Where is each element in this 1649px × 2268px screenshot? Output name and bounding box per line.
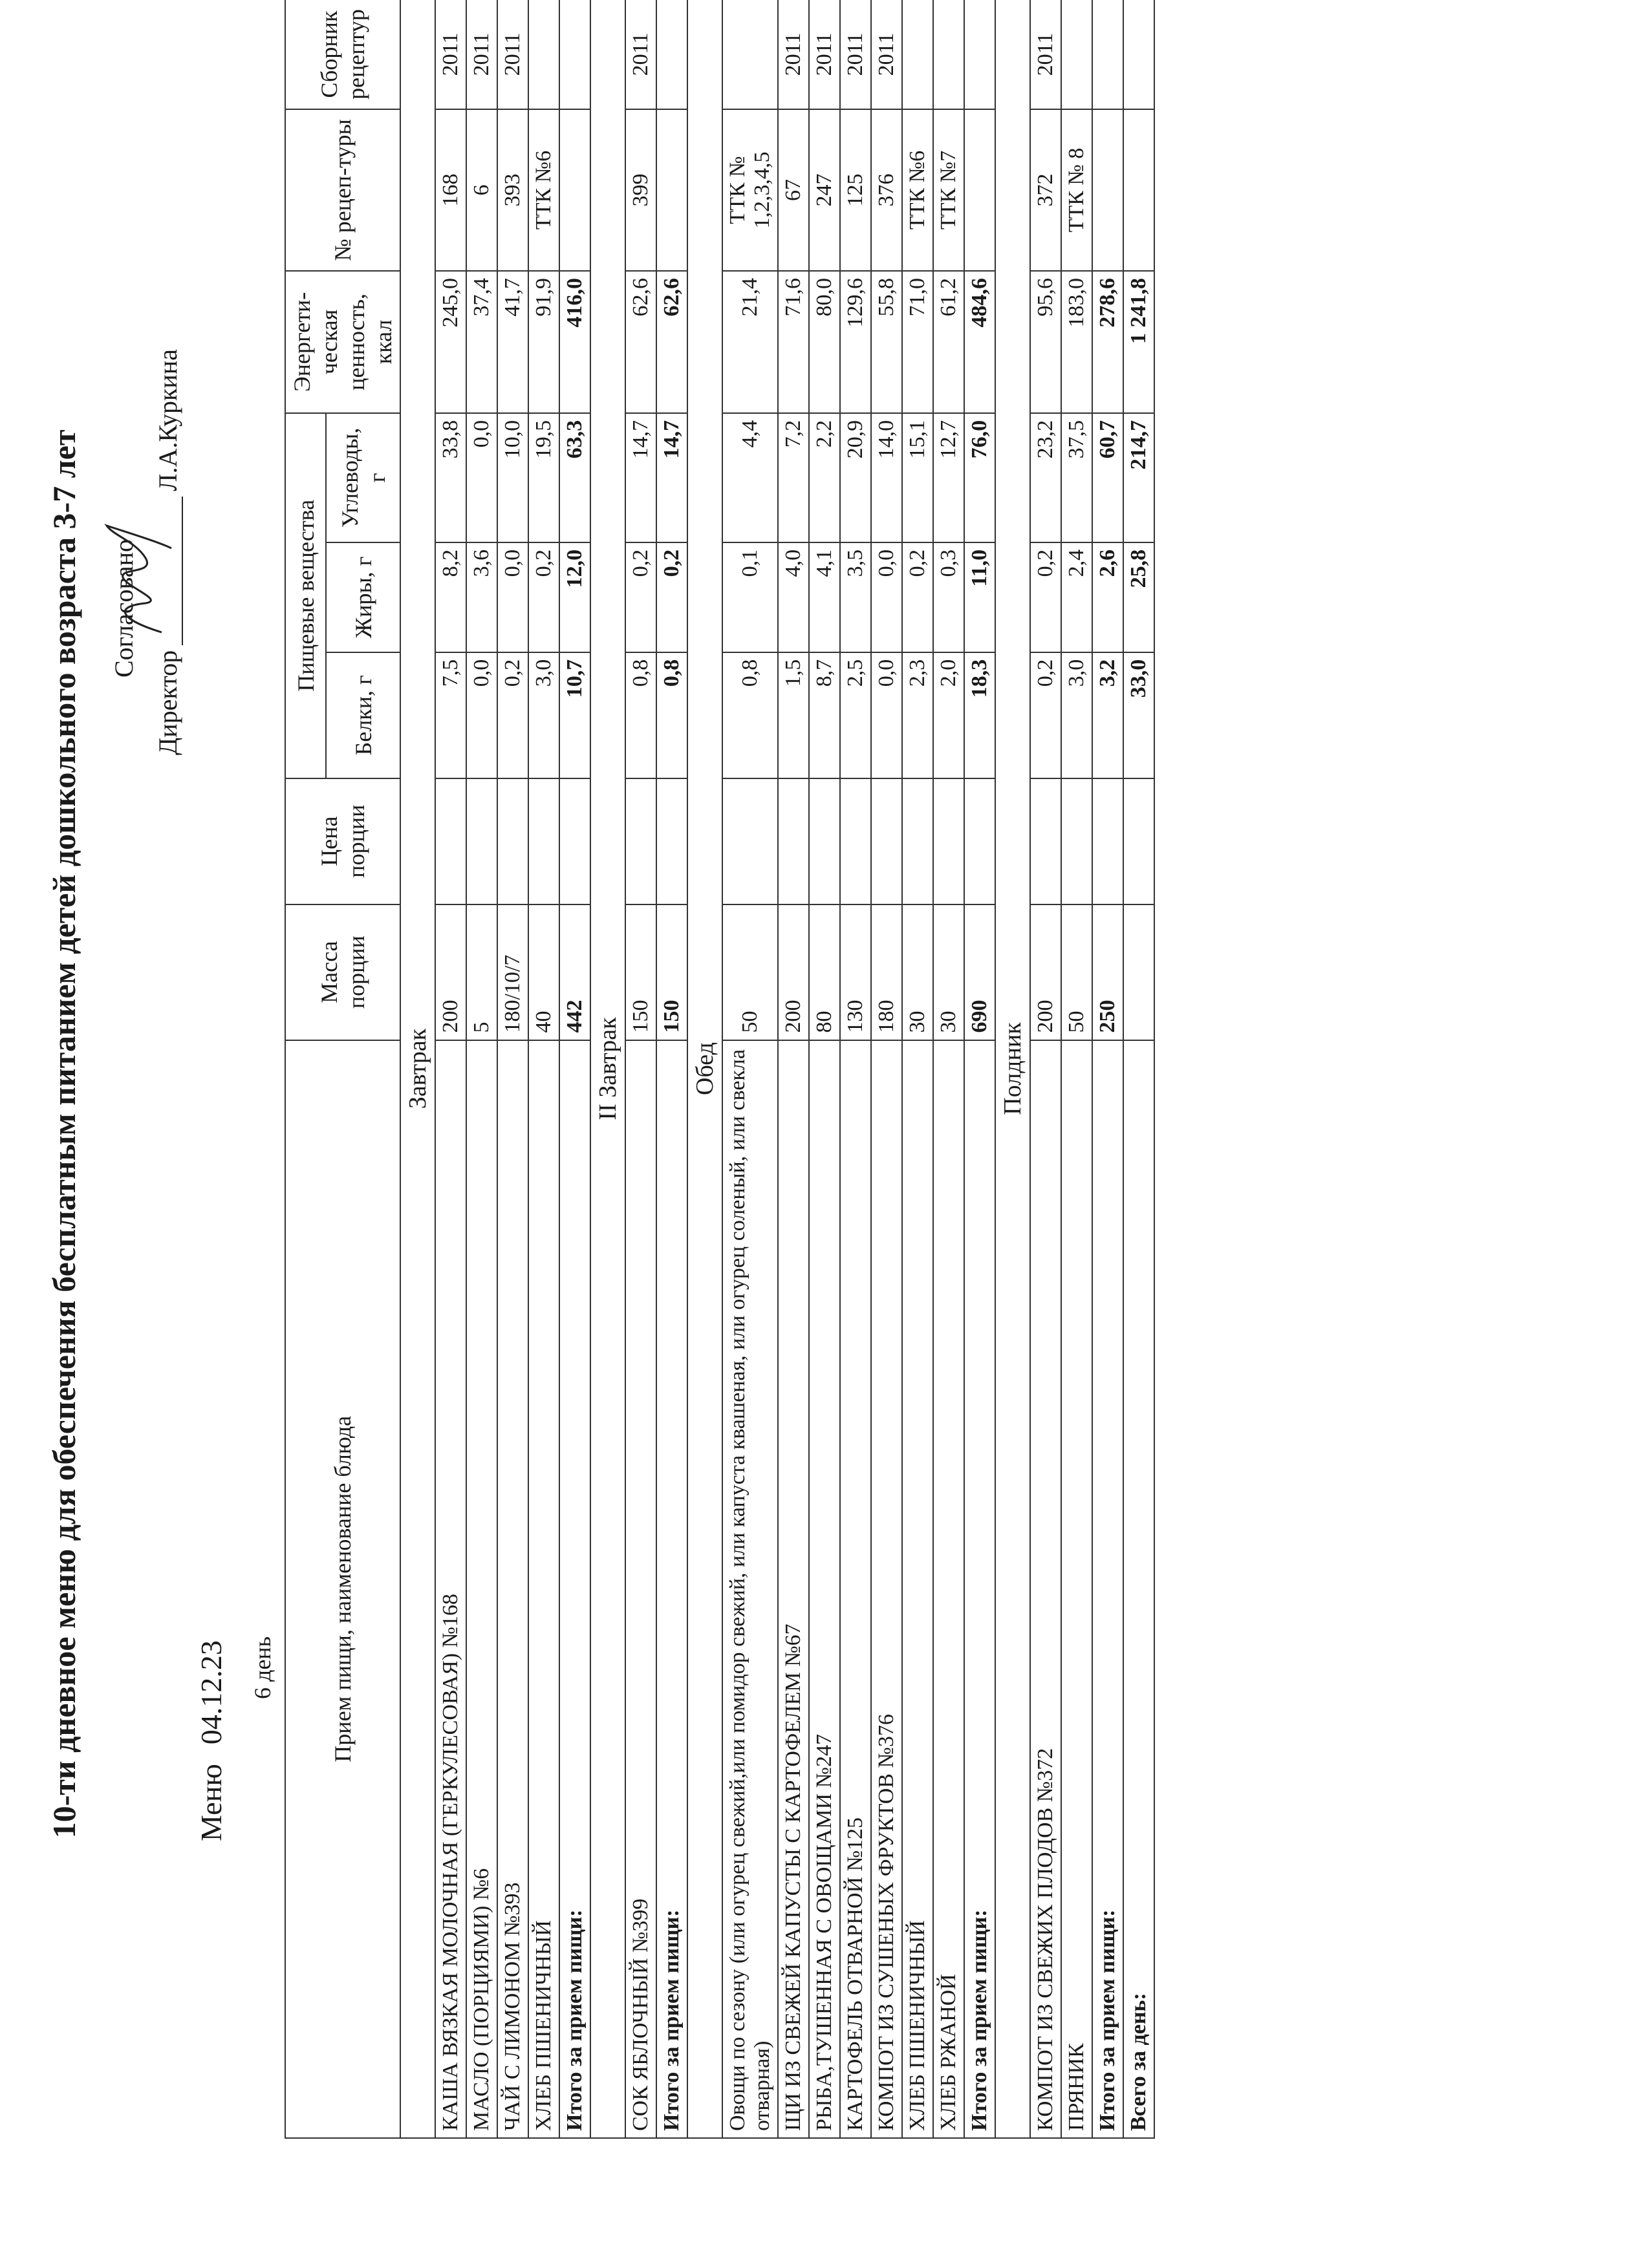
document-title: 10-ти дневное меню для обеспечения бесплатным питанием детей дошкольного возраста 3-7 лет — [46, 429, 82, 1839]
dish-name: МАСЛО (ПОРЦИЯМИ) №6 — [466, 1040, 497, 2138]
dish-name: КАРТОФЕЛЬ ОТВАРНОЙ №125 — [840, 1040, 871, 2138]
cell-mass: 180 — [871, 904, 902, 1040]
cell-mass: 5 — [466, 904, 497, 1040]
header-protein: Белки, г — [326, 652, 400, 778]
total-price — [964, 778, 995, 904]
cell-protein: 0,2 — [497, 652, 528, 778]
day-total-collection — [1123, 0, 1154, 109]
cell-recipe: 168 — [435, 109, 466, 271]
cell-price — [722, 778, 778, 904]
total-protein: 0,8 — [656, 652, 687, 778]
cell-recipe: 6 — [466, 109, 497, 271]
dish-name: Овощи по сезону (или огурец свежий,или помидор свежий, или капуста квашеная, или огурец соленый, или свекла отварная) — [722, 1040, 778, 2138]
cell-fat: 4,0 — [778, 542, 809, 652]
cell-recipe: 399 — [625, 109, 656, 271]
day-total-row — [1123, 0, 1154, 2138]
header-price: Цена порции — [285, 778, 400, 904]
table-row — [840, 0, 871, 2138]
cell-protein: 0,8 — [722, 652, 778, 778]
cell-mass: 30 — [933, 904, 964, 1040]
cell-fat: 0,0 — [871, 542, 902, 652]
signature-icon — [158, 497, 183, 645]
cell-fat: 0,2 — [1030, 542, 1061, 652]
cell-carbs: 0,0 — [466, 413, 497, 542]
cell-collection: 2011 — [871, 0, 902, 109]
day-total-protein: 33,0 — [1123, 652, 1154, 778]
menu-label: Меню — [195, 1764, 228, 1841]
cell-mass: 200 — [435, 904, 466, 1040]
cell-fat: 0,2 — [902, 542, 933, 652]
cell-carbs: 4,4 — [722, 413, 778, 542]
day-total-energy: 1 241,8 — [1123, 271, 1154, 413]
meal-section-header — [400, 0, 435, 2138]
cell-price — [1030, 778, 1061, 904]
total-mass: 690 — [964, 904, 995, 1040]
cell-protein: 1,5 — [778, 652, 809, 778]
cell-collection: 2011 — [497, 0, 528, 109]
cell-price — [840, 778, 871, 904]
cell-fat: 3,6 — [466, 542, 497, 652]
cell-energy: 71,0 — [902, 271, 933, 413]
total-label: Итого за прием пищи: — [1092, 1040, 1123, 2138]
cell-protein: 3,0 — [1061, 652, 1092, 778]
cell-carbs: 37,5 — [1061, 413, 1092, 542]
total-energy: 416,0 — [559, 271, 590, 413]
total-energy: 484,6 — [964, 271, 995, 413]
cell-recipe: ТТК № 8 — [1061, 109, 1092, 271]
cell-price — [902, 778, 933, 904]
cell-fat: 2,4 — [1061, 542, 1092, 652]
director-signature-line — [153, 349, 183, 755]
total-recipe — [1092, 109, 1123, 271]
cell-price — [435, 778, 466, 904]
dish-name: КОМПОТ ИЗ СВЕЖИХ ПЛОДОВ №372 — [1030, 1040, 1061, 2138]
total-fat: 2,6 — [1092, 542, 1123, 652]
table-row — [625, 0, 656, 2138]
total-price — [656, 778, 687, 904]
cell-protein: 0,8 — [625, 652, 656, 778]
cell-price — [528, 778, 559, 904]
meal-name: Завтрак — [400, 0, 435, 2138]
cell-price — [497, 778, 528, 904]
cell-energy: 245,0 — [435, 271, 466, 413]
table-row — [778, 0, 809, 2138]
cell-recipe: ТТК №6 — [528, 109, 559, 271]
cell-protein: 2,3 — [902, 652, 933, 778]
cell-protein: 0,0 — [871, 652, 902, 778]
total-mass: 250 — [1092, 904, 1123, 1040]
table-body — [400, 0, 1154, 2138]
cell-fat: 0,0 — [497, 542, 528, 652]
menu-date: 04.12.23 — [195, 1640, 228, 1745]
total-recipe — [656, 109, 687, 271]
total-mass: 442 — [559, 904, 590, 1040]
meal-total-row — [1092, 0, 1123, 2138]
header-recipe: № рецеп-туры — [285, 109, 400, 271]
meal-name: II Завтрак — [590, 0, 625, 2138]
cell-carbs: 12,7 — [933, 413, 964, 542]
table-row — [435, 0, 466, 2138]
cell-fat: 0,1 — [722, 542, 778, 652]
cell-carbs: 14,7 — [625, 413, 656, 542]
day-label: 6 день — [250, 1636, 275, 1699]
total-carbs: 63,3 — [559, 413, 590, 542]
cell-energy: 55,8 — [871, 271, 902, 413]
cell-protein: 7,5 — [435, 652, 466, 778]
total-fat: 12,0 — [559, 542, 590, 652]
cell-protein: 0,2 — [1030, 652, 1061, 778]
cell-recipe: 67 — [778, 109, 809, 271]
total-carbs: 14,7 — [656, 413, 687, 542]
cell-energy: 91,9 — [528, 271, 559, 413]
table-row — [1061, 0, 1092, 2138]
meal-name: Обед — [687, 0, 722, 2138]
cell-price — [933, 778, 964, 904]
cell-recipe: 125 — [840, 109, 871, 271]
table-row — [871, 0, 902, 2138]
cell-price — [625, 778, 656, 904]
cell-carbs: 19,5 — [528, 413, 559, 542]
total-protein: 3,2 — [1092, 652, 1123, 778]
cell-energy: 95,6 — [1030, 271, 1061, 413]
dish-name: КОМПОТ ИЗ СУШЕНЫХ ФРУКТОВ №376 — [871, 1040, 902, 2138]
cell-mass: 50 — [722, 904, 778, 1040]
cell-carbs: 20,9 — [840, 413, 871, 542]
cell-price — [466, 778, 497, 904]
total-fat: 11,0 — [964, 542, 995, 652]
total-price — [559, 778, 590, 904]
cell-carbs: 23,2 — [1030, 413, 1061, 542]
cell-energy: 62,6 — [625, 271, 656, 413]
cell-protein: 0,0 — [466, 652, 497, 778]
table-row — [497, 0, 528, 2138]
total-label: Итого за прием пищи: — [964, 1040, 995, 2138]
table-row — [933, 0, 964, 2138]
meal-total-row — [964, 0, 995, 2138]
cell-energy: 21,4 — [722, 271, 778, 413]
cell-recipe: ТТК №7 — [933, 109, 964, 271]
cell-energy: 129,6 — [840, 271, 871, 413]
cell-protein: 8,7 — [809, 652, 840, 778]
total-collection — [964, 0, 995, 109]
cell-collection — [902, 0, 933, 109]
table-row — [722, 0, 778, 2138]
cell-mass: 30 — [902, 904, 933, 1040]
header-meal: Прием пищи, наименование блюда — [285, 1040, 400, 2138]
cell-energy: 71,6 — [778, 271, 809, 413]
table-header — [285, 0, 400, 2138]
cell-collection: 2011 — [625, 0, 656, 109]
cell-carbs: 14,0 — [871, 413, 902, 542]
table-row — [528, 0, 559, 2138]
cell-mass: 150 — [625, 904, 656, 1040]
total-label: Итого за прием пищи: — [559, 1040, 590, 2138]
cell-price — [871, 778, 902, 904]
cell-energy: 61,2 — [933, 271, 964, 413]
cell-energy: 37,4 — [466, 271, 497, 413]
cell-price — [1061, 778, 1092, 904]
cell-protein: 3,0 — [528, 652, 559, 778]
dish-name: СОК ЯБЛОЧНЫЙ №399 — [625, 1040, 656, 2138]
cell-mass: 200 — [778, 904, 809, 1040]
menu-date-line — [194, 1640, 228, 1841]
table-row — [809, 0, 840, 2138]
cell-recipe: ТТК №6 — [902, 109, 933, 271]
dish-name: ПРЯНИК — [1061, 1040, 1092, 2138]
total-carbs: 60,7 — [1092, 413, 1123, 542]
cell-collection: 2011 — [778, 0, 809, 109]
dish-name: КАША ВЯЗКАЯ МОЛОЧНАЯ (ГЕРКУЛЕСОВАЯ) №168 — [435, 1040, 466, 2138]
total-collection — [1092, 0, 1123, 109]
cell-mass: 200 — [1030, 904, 1061, 1040]
meal-section-header — [995, 0, 1030, 2138]
director-name: Л.А.Куркина — [153, 349, 182, 491]
cell-carbs: 2,2 — [809, 413, 840, 542]
cell-recipe: ТТК № 1,2,3,4,5 — [722, 109, 778, 271]
cell-fat: 4,1 — [809, 542, 840, 652]
cell-mass: 80 — [809, 904, 840, 1040]
header-energy: Энергети-ческая ценность, ккал — [285, 271, 400, 413]
dish-name: ХЛЕБ ПШЕНИЧНЫЙ — [528, 1040, 559, 2138]
cell-protein: 2,0 — [933, 652, 964, 778]
total-protein: 10,7 — [559, 652, 590, 778]
day-total-carbs: 214,7 — [1123, 413, 1154, 542]
cell-recipe: 393 — [497, 109, 528, 271]
cell-collection — [722, 0, 778, 109]
table-row — [1030, 0, 1061, 2138]
cell-energy: 80,0 — [809, 271, 840, 413]
dish-name: ЧАЙ С ЛИМОНОМ №393 — [497, 1040, 528, 2138]
cell-fat: 0,2 — [528, 542, 559, 652]
cell-mass: 130 — [840, 904, 871, 1040]
cell-collection: 2011 — [466, 0, 497, 109]
cell-collection: 2011 — [1030, 0, 1061, 109]
total-recipe — [559, 109, 590, 271]
cell-collection — [933, 0, 964, 109]
header-fat: Жиры, г — [326, 542, 400, 652]
meal-total-row — [656, 0, 687, 2138]
total-collection — [559, 0, 590, 109]
day-total-label: Всего за день: — [1123, 1040, 1154, 2138]
cell-recipe: 247 — [809, 109, 840, 271]
header-collection: Сборник рецептур — [285, 0, 400, 109]
header-mass: Масса порции — [285, 904, 400, 1040]
director-prefix: Директор — [153, 650, 182, 755]
day-total-price — [1123, 778, 1154, 904]
total-price — [1092, 778, 1123, 904]
total-mass: 150 — [656, 904, 687, 1040]
cell-fat: 0,2 — [625, 542, 656, 652]
dish-name: ХЛЕБ РЖАНОЙ — [933, 1040, 964, 2138]
dish-name: ХЛЕБ ПШЕНИЧНЫЙ — [902, 1040, 933, 2138]
cell-energy: 183,0 — [1061, 271, 1092, 413]
day-total-mass — [1123, 904, 1154, 1040]
cell-fat: 0,3 — [933, 542, 964, 652]
total-protein: 18,3 — [964, 652, 995, 778]
cell-carbs: 15,1 — [902, 413, 933, 542]
total-fat: 0,2 — [656, 542, 687, 652]
cell-recipe: 376 — [871, 109, 902, 271]
dish-name: РЫБА,ТУШЕННАЯ С ОВОЩАМИ №247 — [809, 1040, 840, 2138]
cell-collection: 2011 — [435, 0, 466, 109]
meal-section-header — [590, 0, 625, 2138]
day-total-recipe — [1123, 109, 1154, 271]
cell-price — [809, 778, 840, 904]
cell-fat: 8,2 — [435, 542, 466, 652]
cell-energy: 41,7 — [497, 271, 528, 413]
table-row — [466, 0, 497, 2138]
cell-mass: 50 — [1061, 904, 1092, 1040]
meal-section-header — [687, 0, 722, 2138]
cell-mass: 180/10/7 — [497, 904, 528, 1040]
cell-mass: 40 — [528, 904, 559, 1040]
cell-collection: 2011 — [840, 0, 871, 109]
cell-protein: 2,5 — [840, 652, 871, 778]
cell-price — [778, 778, 809, 904]
header-carbs: Углеводы, г — [326, 413, 400, 542]
approval-label: Согласовано — [109, 539, 138, 678]
total-label: Итого за прием пищи: — [656, 1040, 687, 2138]
cell-collection: 2011 — [809, 0, 840, 109]
dish-name: ЩИ ИЗ СВЕЖЕЙ КАПУСТЫ С КАРТОФЕЛЕМ №67 — [778, 1040, 809, 2138]
total-energy: 62,6 — [656, 271, 687, 413]
day-total-fat: 25,8 — [1123, 542, 1154, 652]
total-energy: 278,6 — [1092, 271, 1123, 413]
meal-name: Полдник — [995, 0, 1030, 2138]
cell-carbs: 7,2 — [778, 413, 809, 542]
total-carbs: 76,0 — [964, 413, 995, 542]
header-nutrients: Пищевые вещества — [285, 413, 326, 778]
cell-carbs: 33,8 — [435, 413, 466, 542]
menu-table — [285, 0, 1155, 2139]
cell-carbs: 10,0 — [497, 413, 528, 542]
total-collection — [656, 0, 687, 109]
cell-fat: 3,5 — [840, 542, 871, 652]
cell-recipe: 372 — [1030, 109, 1061, 271]
meal-total-row — [559, 0, 590, 2138]
cell-collection — [528, 0, 559, 109]
total-recipe — [964, 109, 995, 271]
table-row — [902, 0, 933, 2138]
cell-collection — [1061, 0, 1092, 109]
